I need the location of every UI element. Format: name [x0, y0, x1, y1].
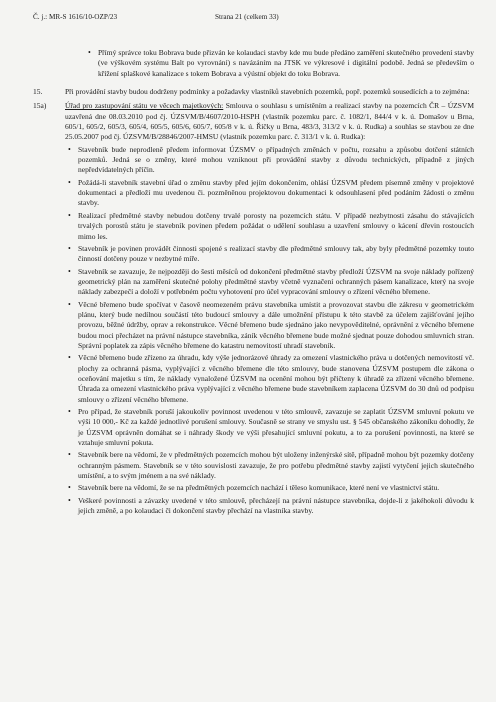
condition-bullets — [66, 145, 474, 517]
list-item: • Stavebník bude neprodleně předem informovat ÚZSMV o případných změnách v počtu, rozsahu a způsobu dotčení státních pozemků. Jedná se o změny, které mohou vzniknout při provádění stavby z důvodu technických, případně z jiných nepředvídatelných příčin. — [66, 145, 474, 176]
list-item: • Věcné břemeno bude zřízeno za úhradu, kdy výše jednorázové úhrady za omezení vlastnického práva u dotčených nemovitostí vč. plochy za ochranná pásma, vyplývající z věcného břemene dle této smlouvy, bude stanovena ÚZSVM postupem dle zákona o oceňování majetku s tím, že náklady vynaložené ÚZSVM na ocenění mohou být přičteny k úhradě za zřízení věcného břemene. Úhrada za omezení vlastnického práva vyplývající z věcného břemene bude stavebníkem zaplacena ÚZSVM do 30 dnů od podpisu smlouvy o zřízení věcného břemene. — [66, 353, 474, 405]
list-item: • Stavebník je povinen provádět činnosti spojené s realizací stavby dle předmětné smlouvy tak, aby byly předmětné pozemky touto činností dotčeny pouze v nezbytné míře. — [66, 244, 474, 265]
top-bullet-list — [86, 48, 474, 79]
page-number: Strana 21 (celkem 33) — [215, 13, 279, 21]
item-text: Smlouva o souhlasu s umístěním a realizací stavby na pozemcích ČR – ÚZSVM uzavřená dne 08.03.2010 pod čj. ÚZSVM/B/4607/2010-HSPH (vlastník pozemku parc. č. 1082/1, 844/4 v k. ú. Domašov u Brna, 605/1, 605/2, 605/3, 605/4, 605/5, 605/6, 605/7, 605/8 v k. ú. Říčky u Brna, 483/3, 313/2 v k. ú. Rudka) a souhlas se stavbou ze dne 25.05.2007 pod čj. ÚZSVM/B/28846/2007-HMSU (vlastník pozemku parc. č. 313/1 v k. ú. Rudka): — [65, 101, 474, 142]
page-header — [33, 13, 476, 25]
list-item: • Realizací předmětné stavby nebudou dotčeny trvalé porosty na pozemcích státu. V případě nezbytnosti zásahu do stávajících trvalých porostů státu je stavebník povinen předem požádat o udělení souhlasu a uzavření smlouvy o kácení dřevin rostoucích mimo les. — [66, 211, 474, 242]
list-item: • Věcné břemeno bude spočívat v časově neomezeném právu stavebníka umístit a provozovat stavbu dle zákresu v geometrickém plánu, který bude nedílnou součástí této budoucí smlouvy a dále umožnění přístupu k této stavbě za účelem zajišťování jejího provozu, běžné údržby, oprav a rekonstrukce. Věcné břemeno bude sjednáno jako nevypověditelné, oprávnění z věcného břemene budou moci přecházet na právní nástupce stavebníka, záník věcného břemene bude možné sjednat pouze dohodou smluvních stran. Správní poplatek za zápis věcného břemene do katastru nemovitostí uhradí stavebník. — [66, 300, 474, 352]
item-text: Při provádění stavby budou dodrženy podmínky a požadavky vlastníků stavebních pozemků, popř. pozemků sousedících a to zejména: — [65, 87, 470, 97]
reference-number: Č. j.: MR-S 1616/10-OZP/23 — [33, 13, 118, 21]
list-item: • Přímý správce toku Bobrava bude přizván ke kolaudaci stavby kde mu bude předáno zaměření skutečného provedení stavby (ve výškovém systému Balt po vyrovnání) s navázáním na JTSK ve výkresové i digitální podobě. Jedná se především o křížení splaškové kanalizace s tokem Bobrava a výústní objekt do toku Bobrava. — [86, 48, 474, 79]
list-item: • Požádá-li stavebník stavební úřad o změnu stavby před jejím dokončením, ohlásí ÚZSVM předem písemně změny v projektové dokumentaci a předloží mu uvedenou či. pozměněnou projektovou dokumentaci k odsouhlasení před podáním žádosti o změnu stavby. — [66, 178, 474, 209]
item-title: Úřad pro zastupování státu ve věcech majetkových: — [65, 101, 224, 111]
list-item: • Stavebník se zavazuje, že nejpozději do šesti měsíců od dokončení předmětné stavby předloží ÚZSVM na svoje náklady pořízený geometrický plán na zaměření skutečné polohy předmětné stavby včetně vyznačení ochranných pásem kanalizace, který na svoje náklady zabezpečí a doloží v potřebném počtu vyhotovení pro účel vypracování smlouvy o zřízení věcného břemene. — [66, 267, 474, 298]
item-number: 15. — [33, 87, 43, 97]
document-body — [33, 48, 474, 518]
item-number: 15a) — [33, 101, 47, 111]
list-item: • Stavebník bere na vědomí, že v předmětných pozemcích mohou být uloženy inženýrské sítě, případně mohou být pozemky dotčeny ochranným pásmem. Stavebník se v této souvislosti zavazuje, že pro potřebu předmětné stavby zajistí vytyčení jejich skutečného umístění, a to svým jménem a na své náklady. — [66, 450, 474, 481]
list-item: • Veškeré povinnosti a závazky uvedené v této smlouvě, přecházejí na právní nástupce stavebníka, dojde-li z jakéhokoli důvodu k jejich změně, a po kolaudaci či dokončení stavby přechází na vlastníka stavby. — [66, 496, 474, 517]
condition-15 — [33, 87, 474, 97]
list-item: • Stavebník bere na vědomí, že se na předmětných pozemcích nachází i těleso komunikace, které není ve vlastnictví státu. — [66, 483, 474, 493]
list-item: • Pro případ, že stavebník poruší jakoukoliv povinnost uvedenou v této smlouvě, zavazuje se zaplatit ÚZSVM smluvní pokutu ve výši 10 000,- Kč za každé jednotlivé porušení smlouvy. Současně se strany ve smyslu ust. § 545 občanského zákoníku dohodly, že je ÚZSVM oprávněn domáhat se i náhrady škody ve výši přesahující smluvní pokutu, a to za porušení povinnosti, na které se vztahuje smluvní pokuta. — [66, 407, 474, 448]
condition-15a — [33, 101, 474, 142]
